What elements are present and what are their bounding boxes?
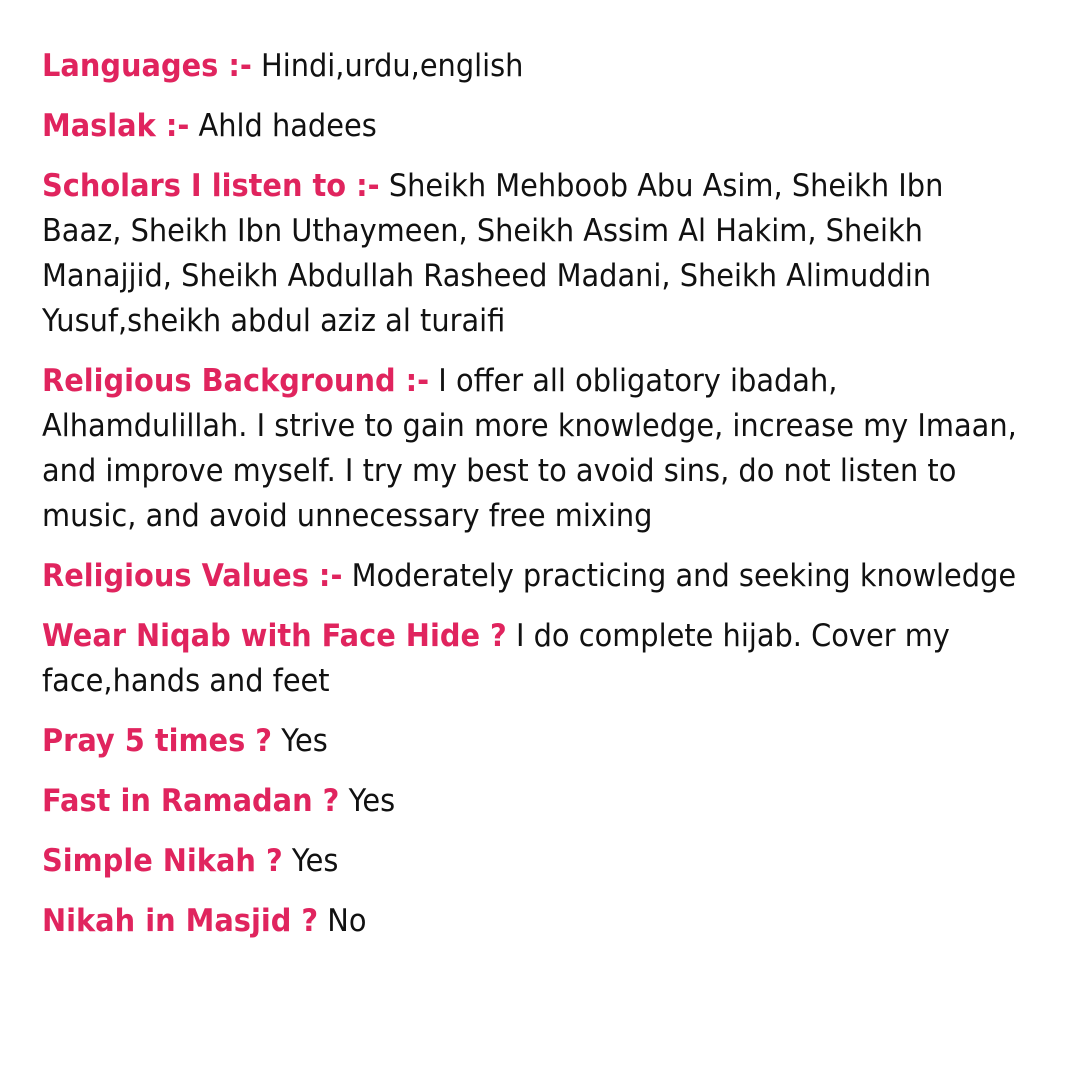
entry-label: Nikah in Masjid ?	[42, 903, 319, 939]
entry-value: I offer all obligatory ibadah, Alhamdulillah. I strive to gain more knowledge, increase my Imaan, and improve myself. I try my best to avoid sins, do not listen to music, and avoid unnecessary free mixing	[42, 363, 1017, 534]
entry-languages	[42, 44, 1032, 89]
entry-value: Ahld hadees	[198, 108, 377, 144]
entry-label: Fast in Ramadan ?	[42, 783, 340, 819]
entry-pray	[42, 719, 1032, 764]
entry-simple-nikah	[42, 839, 1032, 884]
entry-label: Scholars I listen to :-	[42, 168, 380, 204]
entry-maslak	[42, 104, 1032, 149]
entry-scholars	[42, 164, 1032, 344]
entry-label: Maslak :-	[42, 108, 190, 144]
entry-religious-background	[42, 359, 1032, 539]
entry-value: Hindi,urdu,english	[261, 48, 524, 84]
entry-value: Yes	[291, 843, 339, 879]
entry-value: I do complete hijab. Cover my face,hands and feet	[42, 618, 950, 699]
entry-value: No	[327, 903, 367, 939]
entry-label: Religious Values :-	[42, 558, 343, 594]
entry-niqab	[42, 614, 1032, 704]
entry-label: Simple Nikah ?	[42, 843, 283, 879]
entry-value: Sheikh Mehboob Abu Asim, Sheikh Ibn Baaz, Sheikh Ibn Uthaymeen, Sheikh Assim Al Hakim, Sheikh Manajjid, Sheikh Abdullah Rasheed Madani, Sheikh Alimuddin Yusuf,sheikh abdul aziz al turaifi	[42, 168, 944, 339]
entry-label: Pray 5 times ?	[42, 723, 273, 759]
entry-value: Yes	[281, 723, 328, 759]
profile-details	[42, 44, 1032, 959]
entry-nikah-masjid	[42, 899, 1032, 944]
entry-value: Yes	[348, 783, 396, 819]
entry-label: Languages :-	[42, 48, 252, 84]
entry-religious-values	[42, 554, 1032, 599]
entry-fast	[42, 779, 1032, 824]
entry-label: Religious Background :-	[42, 363, 430, 399]
entry-label: Wear Niqab with Face Hide ?	[42, 618, 507, 654]
entry-value: Moderately practicing and seeking knowledge	[351, 558, 1017, 594]
